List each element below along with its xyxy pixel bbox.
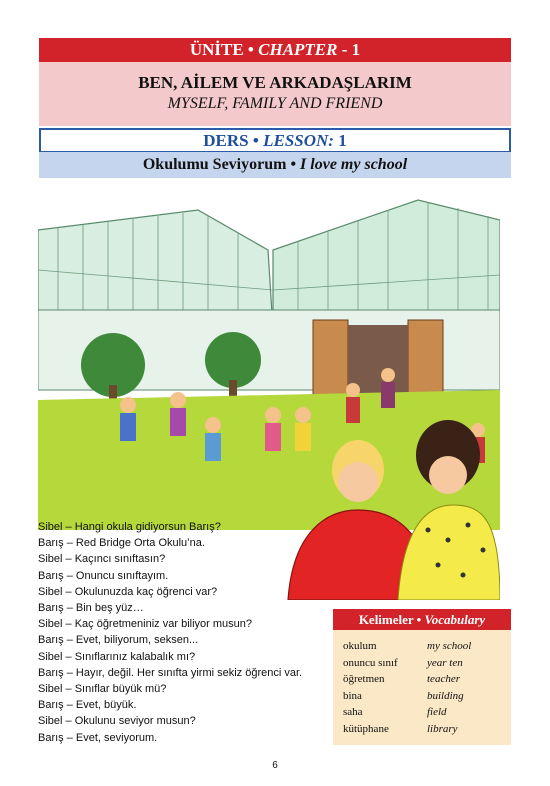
vocabulary-tr: bina (343, 689, 362, 702)
lesson-number: 1 (333, 131, 347, 150)
vocabulary-heading-tr: Kelimeler • (358, 612, 425, 627)
vocabulary-heading (333, 609, 511, 630)
dialogue-line: Barış – Red Bridge Orta Okulu’na. (38, 537, 205, 550)
dialogue-line: Sibel – Kaçıncı sınıftasın? (38, 553, 166, 566)
lesson-subtitle-en: I love my school (300, 156, 408, 173)
vocabulary-tr: kütüphane (343, 722, 389, 735)
vocabulary-row (333, 638, 511, 655)
dialogue-line: Barış – Hayır, değil. Her sınıfta yirmi sekiz öğrenci var. (38, 666, 303, 679)
page-number: 6 (272, 760, 278, 771)
vocabulary-row (333, 721, 511, 738)
vocabulary-row (333, 704, 511, 721)
vocabulary-tr: okulum (343, 640, 377, 652)
dialogue-line: Barış – Onuncu sınıftayım. (38, 569, 169, 582)
lesson-banner (39, 128, 511, 153)
vocabulary-row (333, 671, 511, 688)
lesson-subtitle (39, 152, 511, 178)
dialogue-line: Sibel – Sınıflar büyük mü? (38, 683, 167, 696)
chapter-banner (39, 38, 511, 62)
lesson-label-en: LESSON: (263, 131, 334, 150)
vocabulary-heading-en: Vocabulary (424, 612, 486, 627)
chapter-number: - 1 (337, 40, 361, 59)
vocabulary-en: field (427, 706, 447, 719)
dialogue-line: Barış – Evet, seviyorum. (38, 731, 158, 744)
vocabulary-tr: saha (343, 706, 363, 719)
chapter-title-en: MYSELF, FAMILY AND FRIEND (167, 95, 383, 112)
dialogue-line: Sibel – Sınıflarınız kalabalık mı? (38, 650, 196, 663)
chapter-label-tr: ÜNİTE • (189, 40, 259, 59)
dialogue-line: Barış – Evet, biliyorum, seksen... (38, 634, 199, 647)
vocabulary-en: teacher (427, 673, 460, 686)
chapter-title-tr: BEN, AİLEM VE ARKADAŞLARIM (138, 73, 412, 92)
dialogue-line: Sibel – Hangi okula gidiyorsun Barış? (38, 521, 221, 533)
vocabulary-en: year ten (427, 656, 463, 669)
vocabulary-en: my school (427, 640, 472, 652)
vocabulary-en: library (427, 722, 458, 735)
vocabulary-row (333, 655, 511, 672)
lesson-label-tr: DERS • (203, 131, 264, 150)
dialogue-line: Barış – Evet, büyük. (38, 699, 137, 712)
vocabulary-list (333, 630, 511, 738)
dialogue-line: Sibel – Kaç öğretmeniniz var biliyor musun? (38, 618, 252, 631)
vocabulary-box (333, 609, 511, 745)
vocabulary-row (333, 688, 511, 705)
dialogue-block (38, 519, 338, 746)
vocabulary-en: building (427, 689, 464, 702)
dialogue-line: Barış – Bin beş yüz… (38, 602, 144, 615)
chapter-label-en: CHAPTER (258, 40, 338, 59)
dialogue-line: Sibel – Okulunu seviyor musun? (38, 715, 196, 728)
vocabulary-tr: öğretmen (343, 673, 385, 686)
dialogue-line: Sibel – Okulunuzda kaç öğrenci var? (38, 585, 218, 598)
vocabulary-tr: onuncu sınıf (343, 656, 398, 669)
chapter-title-box (39, 62, 511, 126)
lesson-subtitle-tr: Okulumu Seviyorum • (142, 156, 301, 173)
